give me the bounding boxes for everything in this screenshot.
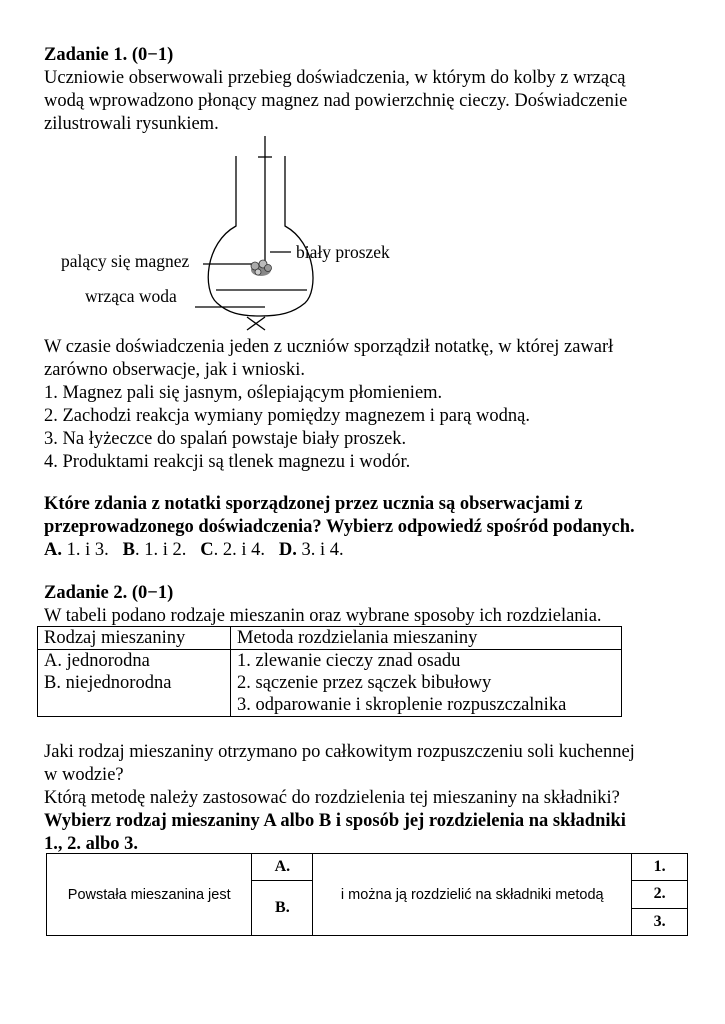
table-body-row xyxy=(38,650,622,717)
instruction-line: Wybierz rodzaj mieszaniny A albo B i sposób jej rozdzielenia na składniki xyxy=(44,811,626,831)
answer-options xyxy=(44,539,684,562)
question-line: w wodzie? xyxy=(44,765,124,785)
header-separation-method: Metoda rozdzielania mieszaniny xyxy=(231,627,622,650)
burning-magnesium xyxy=(251,260,272,276)
method-1-cell[interactable]: 1. xyxy=(632,854,688,881)
label-burning-magnesium: palący się magnez xyxy=(61,251,190,271)
answer-table xyxy=(46,853,688,936)
task1-intro-line: wodą wprowadzono płonący magnez nad powierzchnię cieczy. Doświadczenie xyxy=(44,91,628,111)
statement: 4. Produktami reakcji są tlenek magnezu i wodór. xyxy=(44,452,411,472)
answer-middle: i można ją rozdzielić na składniki metodą xyxy=(313,854,632,936)
note-intro-line: zarówno obserwacje, jak i wnioski. xyxy=(44,360,305,380)
statement: 2. Zachodzi reakcja wymiany pomiędzy magnezem i parą wodną. xyxy=(44,406,530,426)
question-line: Którą metodę należy zastosować do rozdzielenia tej mieszaniny na składniki? xyxy=(44,788,620,808)
mixture-type: A. jednorodna xyxy=(44,651,150,671)
mixtures-table xyxy=(37,626,622,717)
task1-header xyxy=(44,44,684,136)
mixture-types-cell xyxy=(38,650,231,717)
answer-option-a[interactable]: A. 1. i 3. xyxy=(44,540,109,560)
mixture-type: B. niejednorodna xyxy=(44,673,172,693)
task2-question xyxy=(44,741,684,856)
task2-title: Zadanie 2. (0−1) xyxy=(44,583,174,603)
statement: 3. Na łyżeczce do spalań powstaje biały proszek. xyxy=(44,429,407,449)
method: 1. zlewanie cieczy znad osadu xyxy=(237,651,461,671)
option-a-cell[interactable]: A. xyxy=(252,854,313,881)
answer-option-d[interactable]: D. 3. i 4. xyxy=(278,540,344,560)
task1-intro-line: Uczniowie obserwowali przebieg doświadczenia, w którym do kolby z wrzącą xyxy=(44,68,626,88)
flask-illustration xyxy=(55,133,415,338)
question-line: Jaki rodzaj mieszaniny otrzymano po całkowitym rozpuszczeniu soli kuchennej xyxy=(44,742,635,762)
answer-lead: Powstała mieszanina jest xyxy=(47,854,252,936)
statement: 1. Magnez pali się jasnym, oślepiającym płomieniem. xyxy=(44,383,443,403)
task1-intro-line: zilustrowali rysunkiem. xyxy=(44,114,219,134)
method: 2. sączenie przez sączek bibułowy xyxy=(237,673,492,693)
task1-question xyxy=(44,493,684,562)
method: 3. odparowanie i skroplenie rozpuszczalnika xyxy=(237,695,567,715)
label-white-powder: biały proszek xyxy=(296,242,390,262)
question-line: Które zdania z notatki sporządzonej przez ucznia są obserwacjami z xyxy=(44,494,583,514)
task2-intro: W tabeli podano rodzaje mieszanin oraz wybrane sposoby ich rozdzielania. xyxy=(44,606,602,626)
instruction-line: 1., 2. albo 3. xyxy=(44,834,139,854)
answer-option-c[interactable]: C. 2. i 4. xyxy=(200,540,266,560)
note-intro-line: W czasie doświadczenia jeden z uczniów sporządził notatkę, w której zawarł xyxy=(44,337,614,357)
flask-outline xyxy=(208,156,313,316)
option-b-cell[interactable]: B. xyxy=(252,881,313,936)
method-2-cell[interactable]: 2. xyxy=(632,881,688,908)
answer-option-b[interactable]: B. 1. i 2. xyxy=(122,540,187,560)
label-boiling-water: wrząca woda xyxy=(85,286,177,306)
methods-cell xyxy=(231,650,622,717)
task1-title: Zadanie 1. (0−1) xyxy=(44,45,174,65)
question-line: przeprowadzonego doświadczenia? Wybierz odpowiedź spośród podanych. xyxy=(44,517,635,537)
header-mixture-type: Rodzaj mieszaniny xyxy=(38,627,231,650)
task1-note xyxy=(44,336,684,474)
table-header-row xyxy=(38,627,622,650)
method-3-cell[interactable]: 3. xyxy=(632,908,688,935)
task2-header xyxy=(44,582,684,628)
